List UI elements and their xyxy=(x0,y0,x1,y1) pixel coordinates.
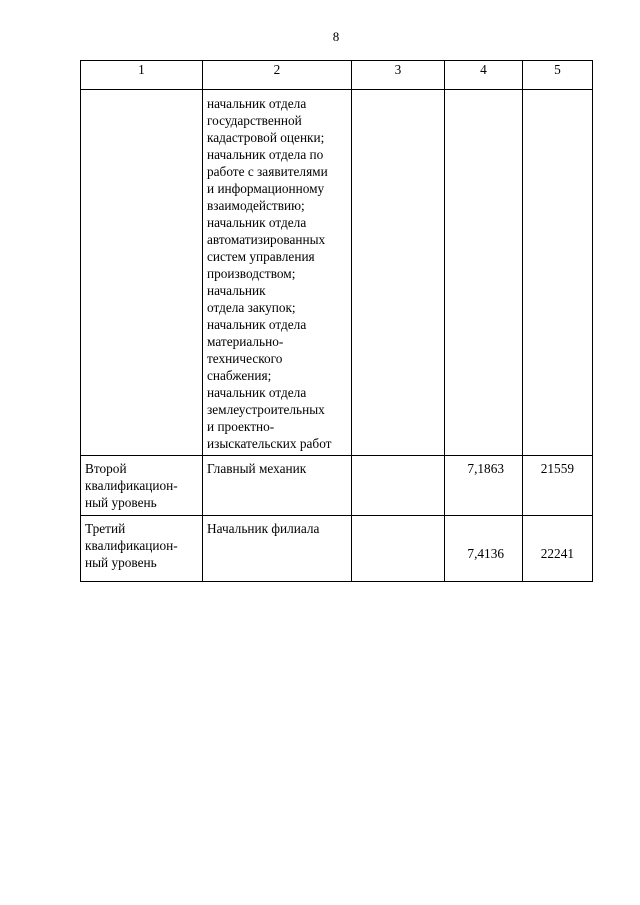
table-row-continuation xyxy=(81,90,593,456)
position-line: начальник отдела xyxy=(207,215,307,230)
table-row-second-level xyxy=(81,456,593,516)
col3-cell xyxy=(352,90,445,456)
position-line: систем управления xyxy=(207,249,315,264)
position-line: землеустроительных xyxy=(207,402,325,417)
position-line: технического xyxy=(207,351,283,366)
col3-cell xyxy=(352,516,445,582)
coefficient-cell: 7,4136 xyxy=(445,516,523,582)
position-cell: Начальник филиала xyxy=(203,516,352,582)
salary-cell xyxy=(523,90,593,456)
salary-cell: 21559 xyxy=(523,456,593,516)
salary-cell: 22241 xyxy=(523,516,593,582)
qualification-level-line: Второй xyxy=(85,461,127,476)
qualification-level-cell xyxy=(81,90,203,456)
position-line: и проектно- xyxy=(207,419,275,434)
position-line: кадастровой оценки; xyxy=(207,130,325,145)
position-line: отдела закупок; xyxy=(207,300,296,315)
column-header-2: 2 xyxy=(203,61,352,90)
position-line: и информационному xyxy=(207,181,325,196)
qualification-level-line: квалификацион- xyxy=(85,478,178,493)
qualification-level-line: квалификацион- xyxy=(85,538,178,553)
position-line: государственной xyxy=(207,113,302,128)
qualification-level-line: ный уровень xyxy=(85,495,157,510)
position-line: изыскательских работ xyxy=(207,436,332,451)
position-line: автоматизированных xyxy=(207,232,326,247)
position-list-cell xyxy=(203,90,352,456)
position-line: начальник отдела xyxy=(207,96,307,111)
position-line: материально- xyxy=(207,334,284,349)
column-header-5: 5 xyxy=(523,61,593,90)
qualification-level-cell xyxy=(81,456,203,516)
position-line: начальник xyxy=(207,283,266,298)
page-number: 8 xyxy=(332,29,340,44)
position-line: взаимодействию; xyxy=(207,198,305,213)
position-cell: Главный механик xyxy=(203,456,352,516)
position-line: начальник отдела по xyxy=(207,147,324,162)
position-line: снабжения; xyxy=(207,368,272,383)
table-header-row xyxy=(81,61,593,90)
column-header-4: 4 xyxy=(445,61,523,90)
table-row-third-level xyxy=(81,516,593,582)
coefficient-cell xyxy=(445,90,523,456)
column-header-3: 3 xyxy=(352,61,445,90)
position-line: производством; xyxy=(207,266,296,281)
qualification-level-line: ный уровень xyxy=(85,555,157,570)
column-header-1: 1 xyxy=(81,61,203,90)
position-line: начальник отдела xyxy=(207,385,307,400)
qualification-level-cell xyxy=(81,516,203,582)
coefficient-cell: 7,1863 xyxy=(445,456,523,516)
position-line: работе с заявителями xyxy=(207,164,328,179)
qualification-level-line: Третий xyxy=(85,521,126,536)
position-line: начальник отдела xyxy=(207,317,307,332)
col3-cell xyxy=(352,456,445,516)
qualification-table xyxy=(80,60,593,582)
